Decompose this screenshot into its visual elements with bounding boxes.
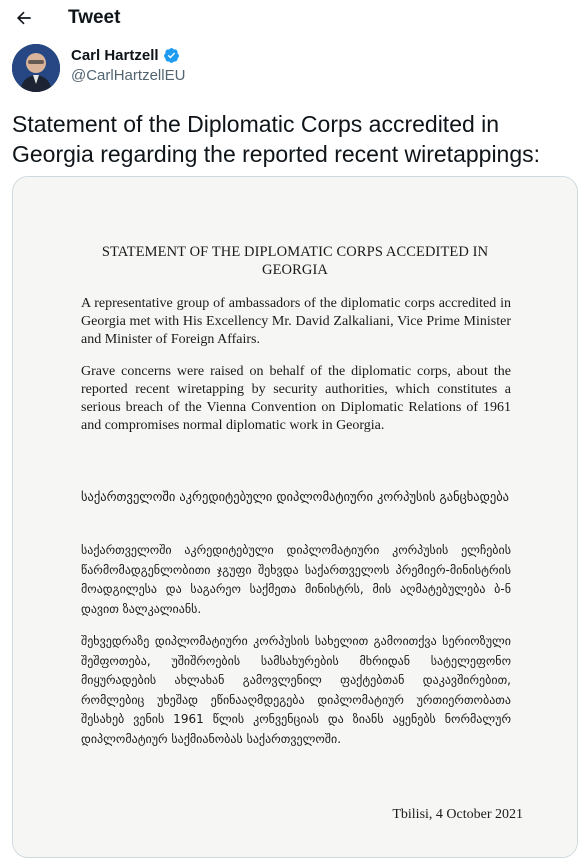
back-button[interactable]: [10, 4, 38, 32]
page-title: Tweet: [68, 7, 121, 28]
georgian-paragraph-1: საქართველოში აკრედიტებული დიპლომატიური კორპუსის ელჩების წარმომადგენლობითი ჯგუფი შეხვდა საქართველოს პრემიერ-მინისტრის მოადგილესა და საგარეო საქმეთა მინისტრს, მის აღმატებულება ბ-ნ დავით ზალკალიანს.: [81, 543, 511, 616]
avatar[interactable]: [12, 44, 60, 92]
avatar-image: [12, 44, 60, 92]
top-bar: [0, 0, 583, 36]
author-name[interactable]: Carl Hartzell: [71, 47, 159, 64]
georgian-paragraph-2: შეხვედრაზე დიპლომატიური კორპუსის სახელით გამოითქვა სერიოზული შეშფოთება, უშიშროების სამსახურების მხრიდან სატელეფონო მიყურადების ახლახან გამოვლენილ ფაქტებთან დაკავშირებით, რომლებიც უხეშად ეწინააღმდეგება დიპლომატიურ ურთიერთობათა შესახებ ვენის 1961 წლის კონვენციას და ზიანს აყენებს ნორმალურ დიპლომატიურ საქმიანობას საქართველოში.: [81, 634, 511, 746]
tweet-text: Statement of the Diplomatic Corps accredited in Georgia regarding the reported recent wiretappings:: [12, 111, 541, 167]
tweet-author: [12, 42, 572, 94]
document-heading: STATEMENT OF THE DIPLOMATIC CORPS ACCEDITED IN GEORGIA: [101, 244, 489, 278]
verified-badge-icon: [163, 47, 180, 64]
document-signature: Tbilisi, 4 October 2021: [392, 807, 523, 822]
georgian-heading: საქართველოში აკრედიტებული დიპლომატიური კორპუსის განცხადება: [80, 489, 510, 504]
document-paragraph-2: Grave concerns were raised on behalf of the diplomatic corps, about the reported recent wiretapping by security authorities, which constitutes a serious breach of the Vienna Convention on Diplomatic Relations of 1961 and compromises normal diplomatic work in Georgia.: [81, 364, 511, 433]
statement-document-image: [13, 177, 577, 857]
arrow-left-icon: [14, 8, 34, 28]
author-name-row: [71, 47, 180, 64]
author-handle[interactable]: @CarlHartzellEU: [71, 67, 186, 84]
tweet-media[interactable]: [12, 176, 578, 858]
document-paragraph-1: A representative group of ambassadors of the diplomatic corps accredited in Georgia met with His Excellency Mr. David Zalkaliani, Vice Prime Minister and Minister of Foreign Affairs.: [81, 296, 511, 347]
